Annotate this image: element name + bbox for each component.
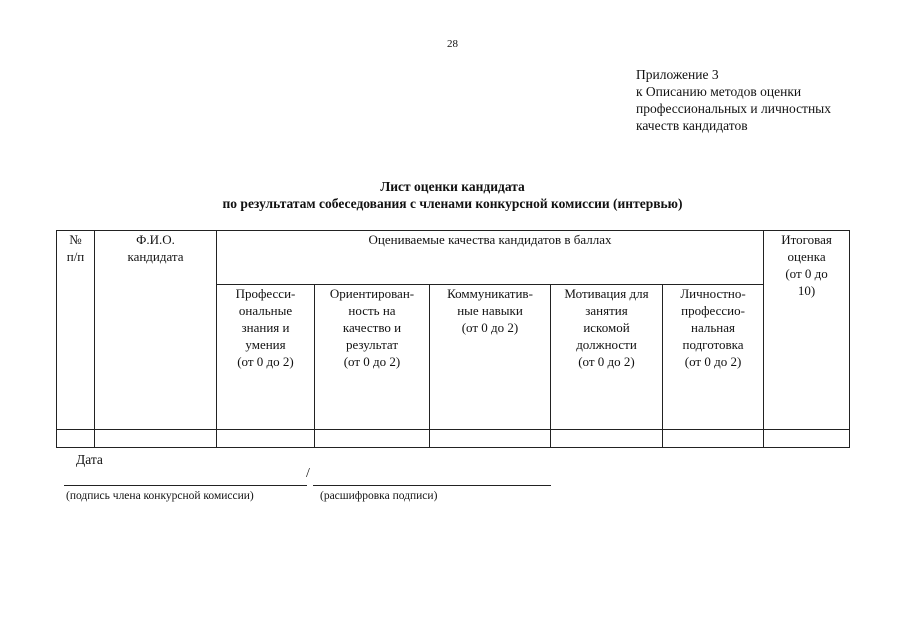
evaluation-table: [56, 230, 850, 448]
header-criterion-professional: Професси- ональные знания и умения (от 0 до 2): [217, 285, 315, 430]
appendix-line: профессиональных и личностных: [636, 101, 832, 116]
cell-total[interactable]: [764, 430, 850, 448]
table-row: [57, 430, 850, 448]
header-criterion-result-orientation: Ориентирован- ность на качество и результат (от 0 до 2): [315, 285, 430, 430]
header-number: № п/п: [57, 231, 95, 430]
page-number: 28: [447, 38, 458, 50]
appendix-line: к Описанию методов оценки: [636, 84, 802, 99]
cell-fullname[interactable]: [95, 430, 217, 448]
appendix-line: Приложение 3: [636, 67, 719, 82]
header-total: Итоговая оценка (от 0 до 10): [764, 231, 850, 430]
signature-decoding-line[interactable]: [313, 485, 551, 486]
document-title: [0, 178, 905, 212]
cell-communication[interactable]: [430, 430, 551, 448]
title-line: Лист оценки кандидата: [380, 179, 525, 194]
date-label: Дата: [76, 452, 103, 467]
decoding-caption: (расшифровка подписи): [320, 490, 438, 502]
cell-personal-training[interactable]: [663, 430, 764, 448]
signature-line[interactable]: [64, 485, 307, 486]
appendix-line: качеств кандидатов: [636, 118, 748, 133]
header-criterion-personal-training: Личностно- профессио- нальная подготовка (от 0 до 2): [663, 285, 764, 430]
title-line: по результатам собеседования с членами конкурсной комиссии (интервью): [222, 196, 683, 211]
cell-professional[interactable]: [217, 430, 315, 448]
cell-motivation[interactable]: [551, 430, 663, 448]
header-criterion-motivation: Мотивация для занятия искомой должности (от 0 до 2): [551, 285, 663, 430]
signature-caption: (подпись члена конкурсной комиссии): [66, 490, 254, 502]
cell-number[interactable]: [57, 430, 95, 448]
header-qualities: Оцениваемые качества кандидатов в баллах: [217, 231, 764, 285]
header-criterion-communication: Коммуникатив- ные навыки (от 0 до 2): [430, 285, 551, 430]
appendix-note: [636, 66, 831, 134]
cell-result-orientation[interactable]: [315, 430, 430, 448]
signature-separator: /: [306, 466, 310, 481]
header-fullname: Ф.И.О. кандидата: [95, 231, 217, 430]
